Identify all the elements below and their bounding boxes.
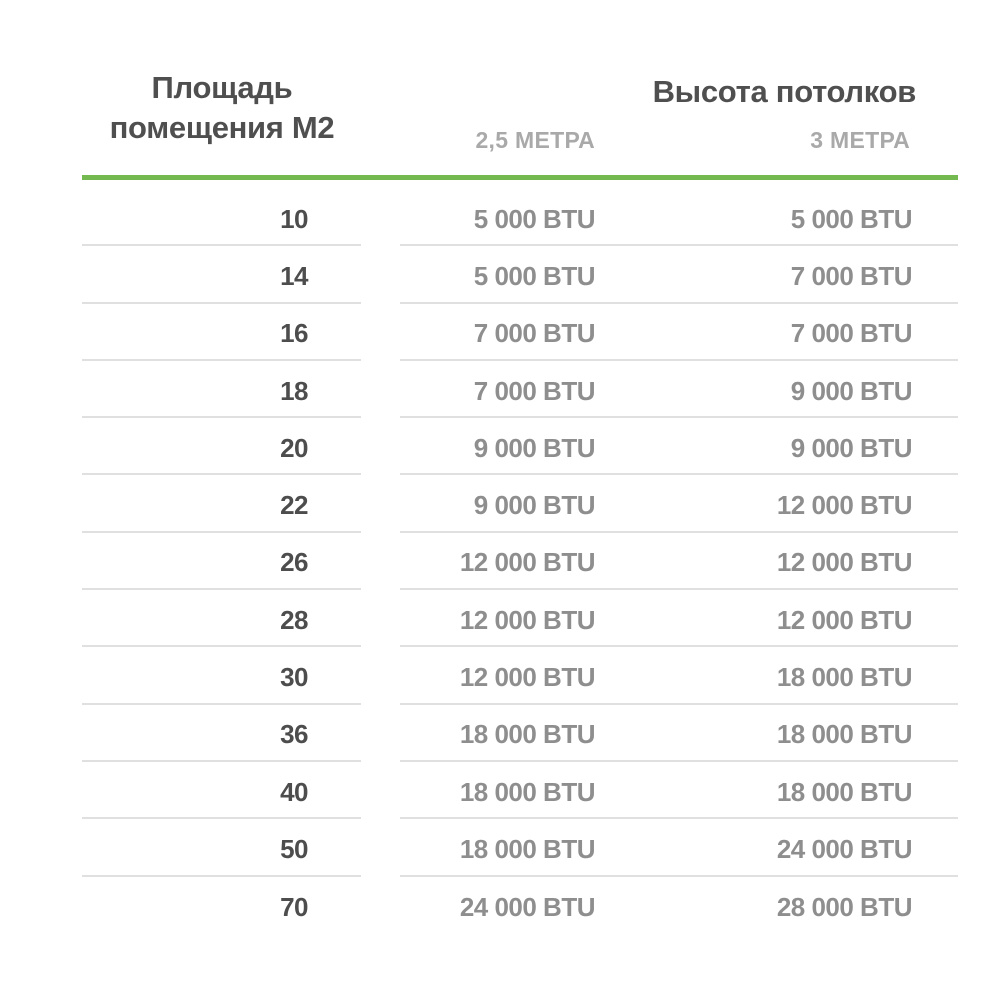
btu-2-5m-cell: 7 000 BTU [473, 375, 595, 406]
btu-2-5m-cell: 24 000 BTU [459, 892, 595, 923]
btu-cells [400, 705, 958, 762]
area-cell: 20 [82, 418, 361, 475]
table-row [82, 475, 958, 532]
btu-2-5m-cell: 9 000 BTU [473, 432, 595, 463]
btu-2-5m-cell: 12 000 BTU [459, 547, 595, 578]
table-row [82, 246, 958, 303]
table-row [82, 189, 958, 246]
column-gap [361, 819, 400, 876]
table-row [82, 361, 958, 418]
area-column-header-line2: помещения М2 [109, 110, 335, 145]
table-row [82, 590, 958, 647]
btu-cells [400, 877, 958, 934]
area-cell: 18 [82, 361, 361, 418]
column-gap [361, 361, 400, 418]
btu-3m-cell: 9 000 BTU [790, 432, 912, 463]
btu-2-5m-cell: 7 000 BTU [473, 318, 595, 349]
area-cell: 26 [82, 533, 361, 590]
area-cell: 30 [82, 647, 361, 704]
column-header-2-5-meters: 2,5 МЕТРА [475, 127, 595, 153]
btu-cells [400, 647, 958, 704]
btu-2-5m-cell: 12 000 BTU [459, 662, 595, 693]
btu-cells [400, 819, 958, 876]
column-gap [361, 475, 400, 532]
btu-3m-cell: 7 000 BTU [790, 260, 912, 291]
btu-2-5m-cell: 18 000 BTU [459, 719, 595, 750]
btu-3m-cell: 12 000 BTU [776, 604, 912, 635]
btu-cells [400, 304, 958, 361]
area-cell: 16 [82, 304, 361, 361]
column-gap [361, 189, 400, 246]
area-cell: 40 [82, 762, 361, 819]
area-cell: 70 [280, 892, 308, 923]
btu-3m-cell: 7 000 BTU [790, 318, 912, 349]
btu-3m-cell: 9 000 BTU [790, 375, 912, 406]
area-cell: 22 [82, 475, 361, 532]
column-gap [361, 246, 400, 303]
area-column-header-line1: Площадь [151, 70, 293, 105]
btu-2-5m-cell: 18 000 BTU [459, 833, 595, 864]
btu-2-5m-cell: 9 000 BTU [473, 490, 595, 521]
table-row [82, 418, 958, 475]
table-row [82, 762, 958, 819]
column-gap [361, 762, 400, 819]
btu-3m-cell: 12 000 BTU [776, 490, 912, 521]
btu-2-5m-cell: 12 000 BTU [459, 604, 595, 635]
btu-cells [400, 189, 958, 246]
btu-3m-cell: 28 000 BTU [776, 892, 912, 923]
column-gap [361, 705, 400, 762]
btu-3m-cell: 18 000 BTU [776, 662, 912, 693]
btu-3m-cell: 18 000 BTU [776, 719, 912, 750]
area-cell: 14 [82, 246, 361, 303]
column-gap [361, 647, 400, 704]
btu-2-5m-cell: 5 000 BTU [473, 260, 595, 291]
area-cell: 36 [82, 705, 361, 762]
table-row [82, 533, 958, 590]
column-header-3-meters: 3 МЕТРА [810, 127, 910, 153]
ceiling-height-group-header: Высота потолков [652, 74, 916, 109]
btu-3m-cell: 18 000 BTU [776, 776, 912, 807]
area-cell: 10 [82, 189, 361, 246]
btu-2-5m-cell: 5 000 BTU [473, 203, 595, 234]
btu-cells [400, 475, 958, 532]
btu-3m-cell: 5 000 BTU [790, 203, 912, 234]
btu-cells [400, 246, 958, 303]
btu-cells [400, 590, 958, 647]
btu-2-5m-cell: 18 000 BTU [459, 776, 595, 807]
area-cell: 28 [82, 590, 361, 647]
table-body [82, 189, 958, 934]
header-accent-rule [82, 175, 958, 180]
btu-cells [400, 762, 958, 819]
column-gap [361, 877, 400, 934]
column-gap [361, 590, 400, 647]
area-column-header [82, 68, 362, 148]
area-cell: 50 [82, 819, 361, 876]
table-row [82, 819, 958, 876]
table-row [82, 705, 958, 762]
table-row [82, 647, 958, 704]
column-gap [361, 304, 400, 361]
column-gap [361, 418, 400, 475]
table-row [82, 877, 958, 934]
btu-cells [400, 418, 958, 475]
btu-3m-cell: 12 000 BTU [776, 547, 912, 578]
table-row [82, 304, 958, 361]
column-gap [361, 533, 400, 590]
btu-3m-cell: 24 000 BTU [776, 833, 912, 864]
btu-cells [400, 533, 958, 590]
btu-cells [400, 361, 958, 418]
